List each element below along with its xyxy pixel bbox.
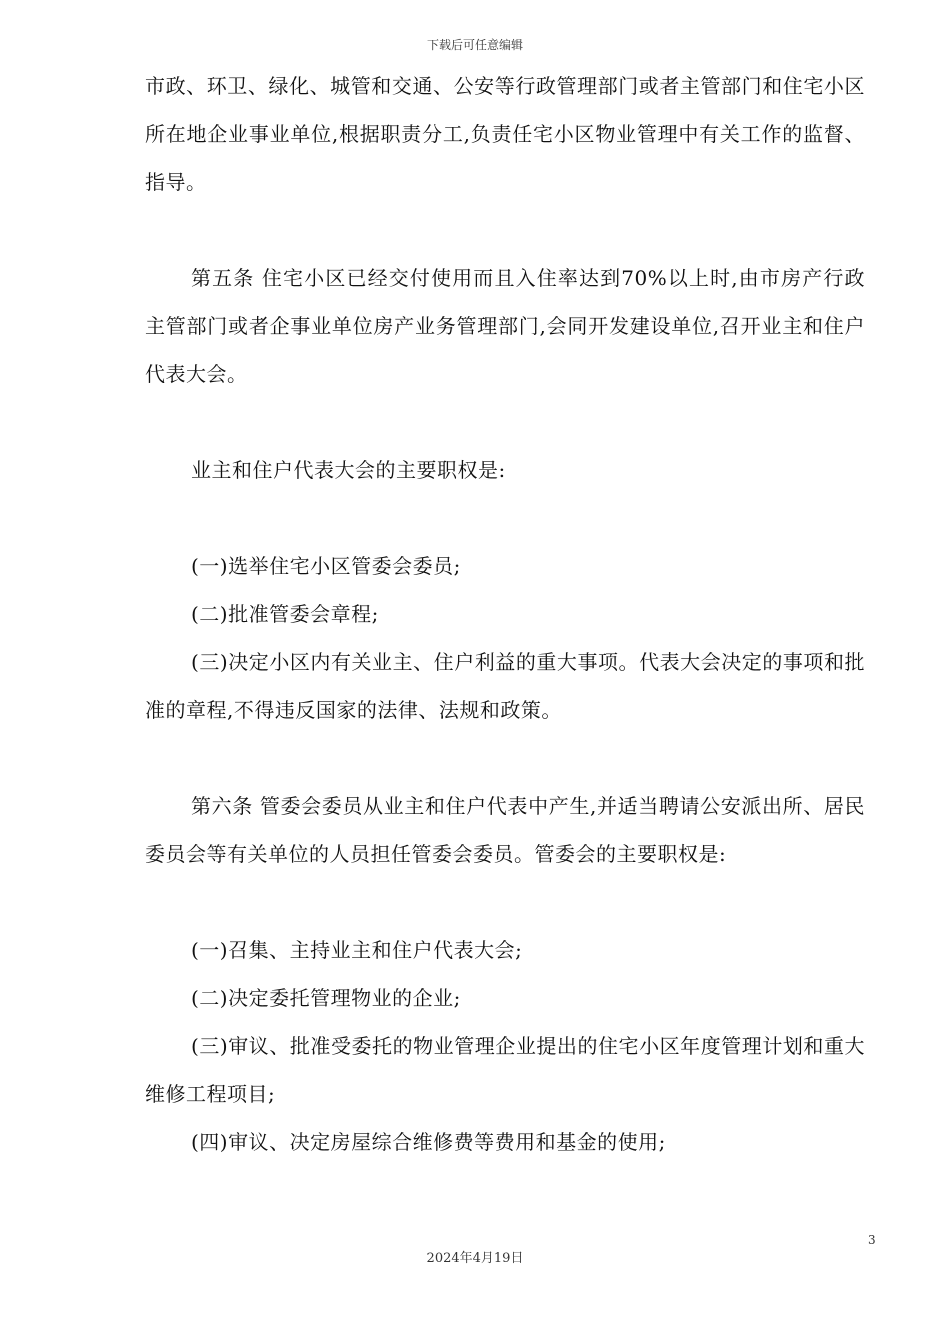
committee-power-item-4: (四)审议、决定房屋综合维修费等费用和基金的使用; — [191, 1130, 666, 1154]
assembly-power-item-1: (一)选举住宅小区管委会委员; — [191, 554, 461, 578]
page-number: 3 — [868, 1233, 876, 1247]
paragraph-gap — [145, 734, 865, 782]
paragraph-gap — [145, 206, 865, 254]
assembly-powers-heading: 业主和住户代表大会的主要职权是: — [191, 458, 506, 482]
assembly-power-item-2: (二)批准管委会章程; — [191, 602, 379, 626]
committee-power-item-1: (一)召集、主持业主和住户代表大会; — [191, 938, 523, 962]
paragraph-gap — [145, 494, 865, 542]
committee-power-item-2: (二)决定委托管理物业的企业; — [191, 986, 461, 1010]
paragraph-gap — [145, 878, 865, 926]
assembly-power-item-3: (三)决定小区内有关业主、住户利益的重大事项。代表大会决定的事项和批准的章程,不得违反国家的法律、法规和政策。 — [145, 650, 865, 722]
committee-power-item-3: (三)审议、批准受委托的物业管理企业提出的住宅小区年度管理计划和重大维修工程项目; — [145, 1034, 865, 1106]
page-header: 下载后可任意编辑 — [426, 38, 523, 52]
paragraph-supervision: 市政、环卫、绿化、城管和交通、公安等行政管理部门或者主管部门和住宅小区所在地企业事业单位,根据职责分工,负责任宅小区物业管理中有关工作的监督、指导。 — [145, 74, 865, 194]
article-five: 第五条 住宅小区已经交付使用而且入住率达到70%以上时,由市房产行政主管部门或者企事业单位房产业务管理部门,会同开发建设单位,召开业主和住户代表大会。 — [145, 266, 865, 386]
article-six: 第六条 管委会委员从业主和住户代表中产生,并适当聘请公安派出所、居民委员会等有关单位的人员担任管委会委员。管委会的主要职权是: — [145, 794, 865, 866]
footer-date: 2024年4月19日 — [426, 1251, 524, 1266]
paragraph-gap — [145, 398, 865, 446]
document-body — [145, 62, 865, 1166]
